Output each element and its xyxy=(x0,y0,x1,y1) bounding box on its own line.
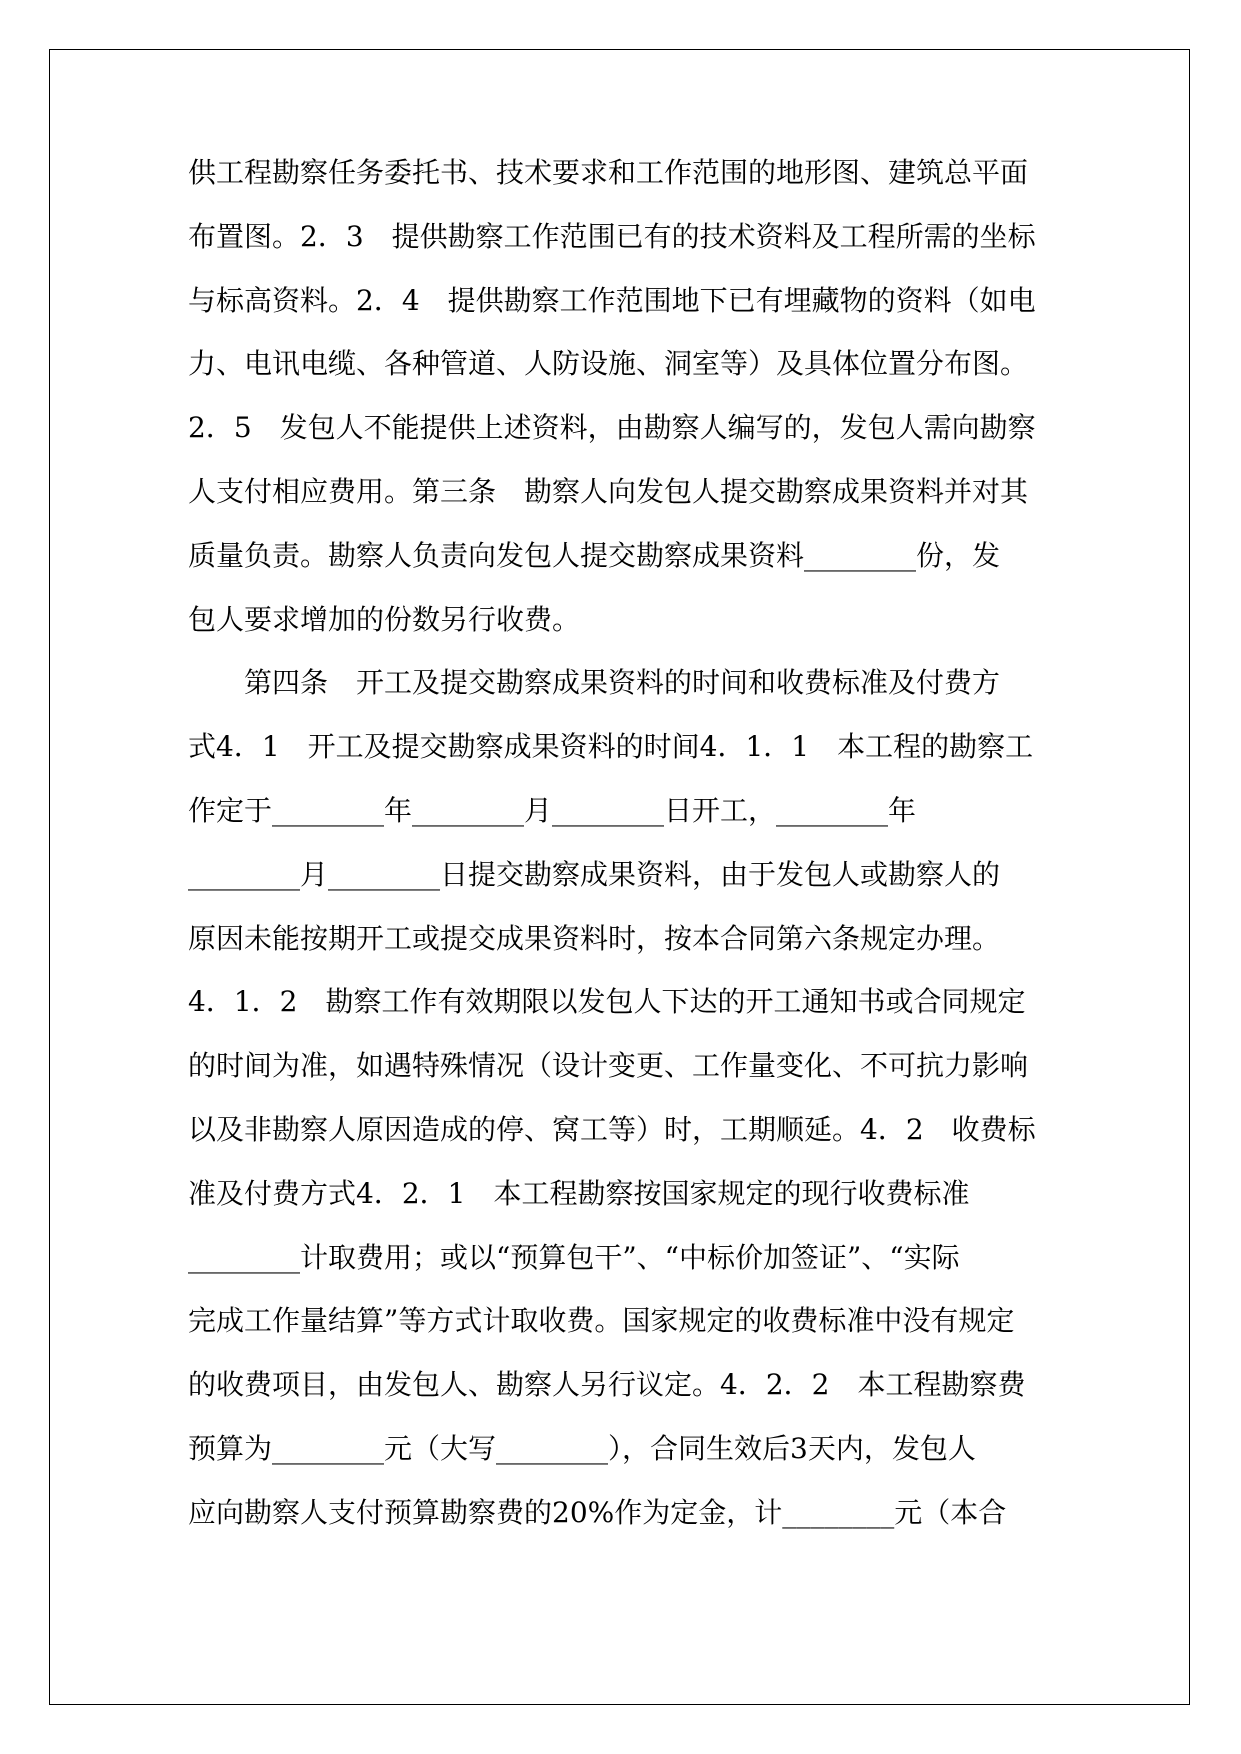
text-line: 完成工作量结算”等方式计取收费。国家规定的收费标准中没有规定 xyxy=(188,1304,1015,1338)
text-line: 准及付费方式4．2．1 本工程勘察按国家规定的现行收费标准 xyxy=(188,1176,970,1210)
text-line: 供工程勘察任务委托书、技术要求和工作范围的地形图、建筑总平面 xyxy=(188,156,1029,189)
text-line: 第四条 开工及提交勘察成果资料的时间和收费标准及付费方 xyxy=(188,666,1001,700)
text-line: 与标高资料。2．4 提供勘察工作范围地下已有埋藏物的资料（如电 xyxy=(188,283,1036,317)
text-line: 原因未能按期开工或提交成果资料时，按本合同第六条规定办理。 xyxy=(188,921,1001,955)
text-line: 2．5 发包人不能提供上述资料，由勘察人编写的，发包人需向勘察 xyxy=(188,411,1036,445)
text-line: ________月________日提交勘察成果资料，由于发包人或勘察人的 xyxy=(188,857,1001,891)
text-line: 以及非勘察人原因造成的停、窝工等）时，工期顺延。4．2 收费标 xyxy=(188,1112,1036,1146)
document-body xyxy=(188,158,1053,1562)
text-line: 作定于________年________月________日开工，________年 xyxy=(188,793,917,827)
text-line: ________计取费用；或以“预算包干”、“中标价加签证”、“实际 xyxy=(188,1240,960,1274)
text-line: 包人要求增加的份数另行收费。 xyxy=(188,602,581,636)
text-line: 质量负责。勘察人负责向发包人提交勘察成果资料________份，发 xyxy=(188,538,1001,572)
text-line: 的收费项目，由发包人、勘察人另行议定。4．2．2 本工程勘察费 xyxy=(188,1368,1026,1402)
text-line: 的时间为准，如遇特殊情况（设计变更、工作量变化、不可抗力影响 xyxy=(188,1049,1029,1083)
text-line: 4．1．2 勘察工作有效期限以发包人下达的开工通知书或合同规定 xyxy=(188,985,1026,1019)
text-line: 预算为________元（大写________），合同生效后3天内，发包人 xyxy=(188,1431,976,1465)
text-line: 力、电讯电缆、各种管道、人防设施、洞室等）及具体位置分布图。 xyxy=(188,347,1029,381)
text-line: 应向勘察人支付预算勘察费的20%作为定金，计________元（本合 xyxy=(188,1495,1007,1529)
text-line: 式4．1 开工及提交勘察成果资料的时间4．1．1 本工程的勘察工 xyxy=(188,730,1034,764)
text-line: 布置图。2．3 提供勘察工作范围已有的技术资料及工程所需的坐标 xyxy=(188,219,1036,253)
text-line: 人支付相应费用。第三条 勘察人向发包人提交勘察成果资料并对其 xyxy=(188,474,1029,508)
